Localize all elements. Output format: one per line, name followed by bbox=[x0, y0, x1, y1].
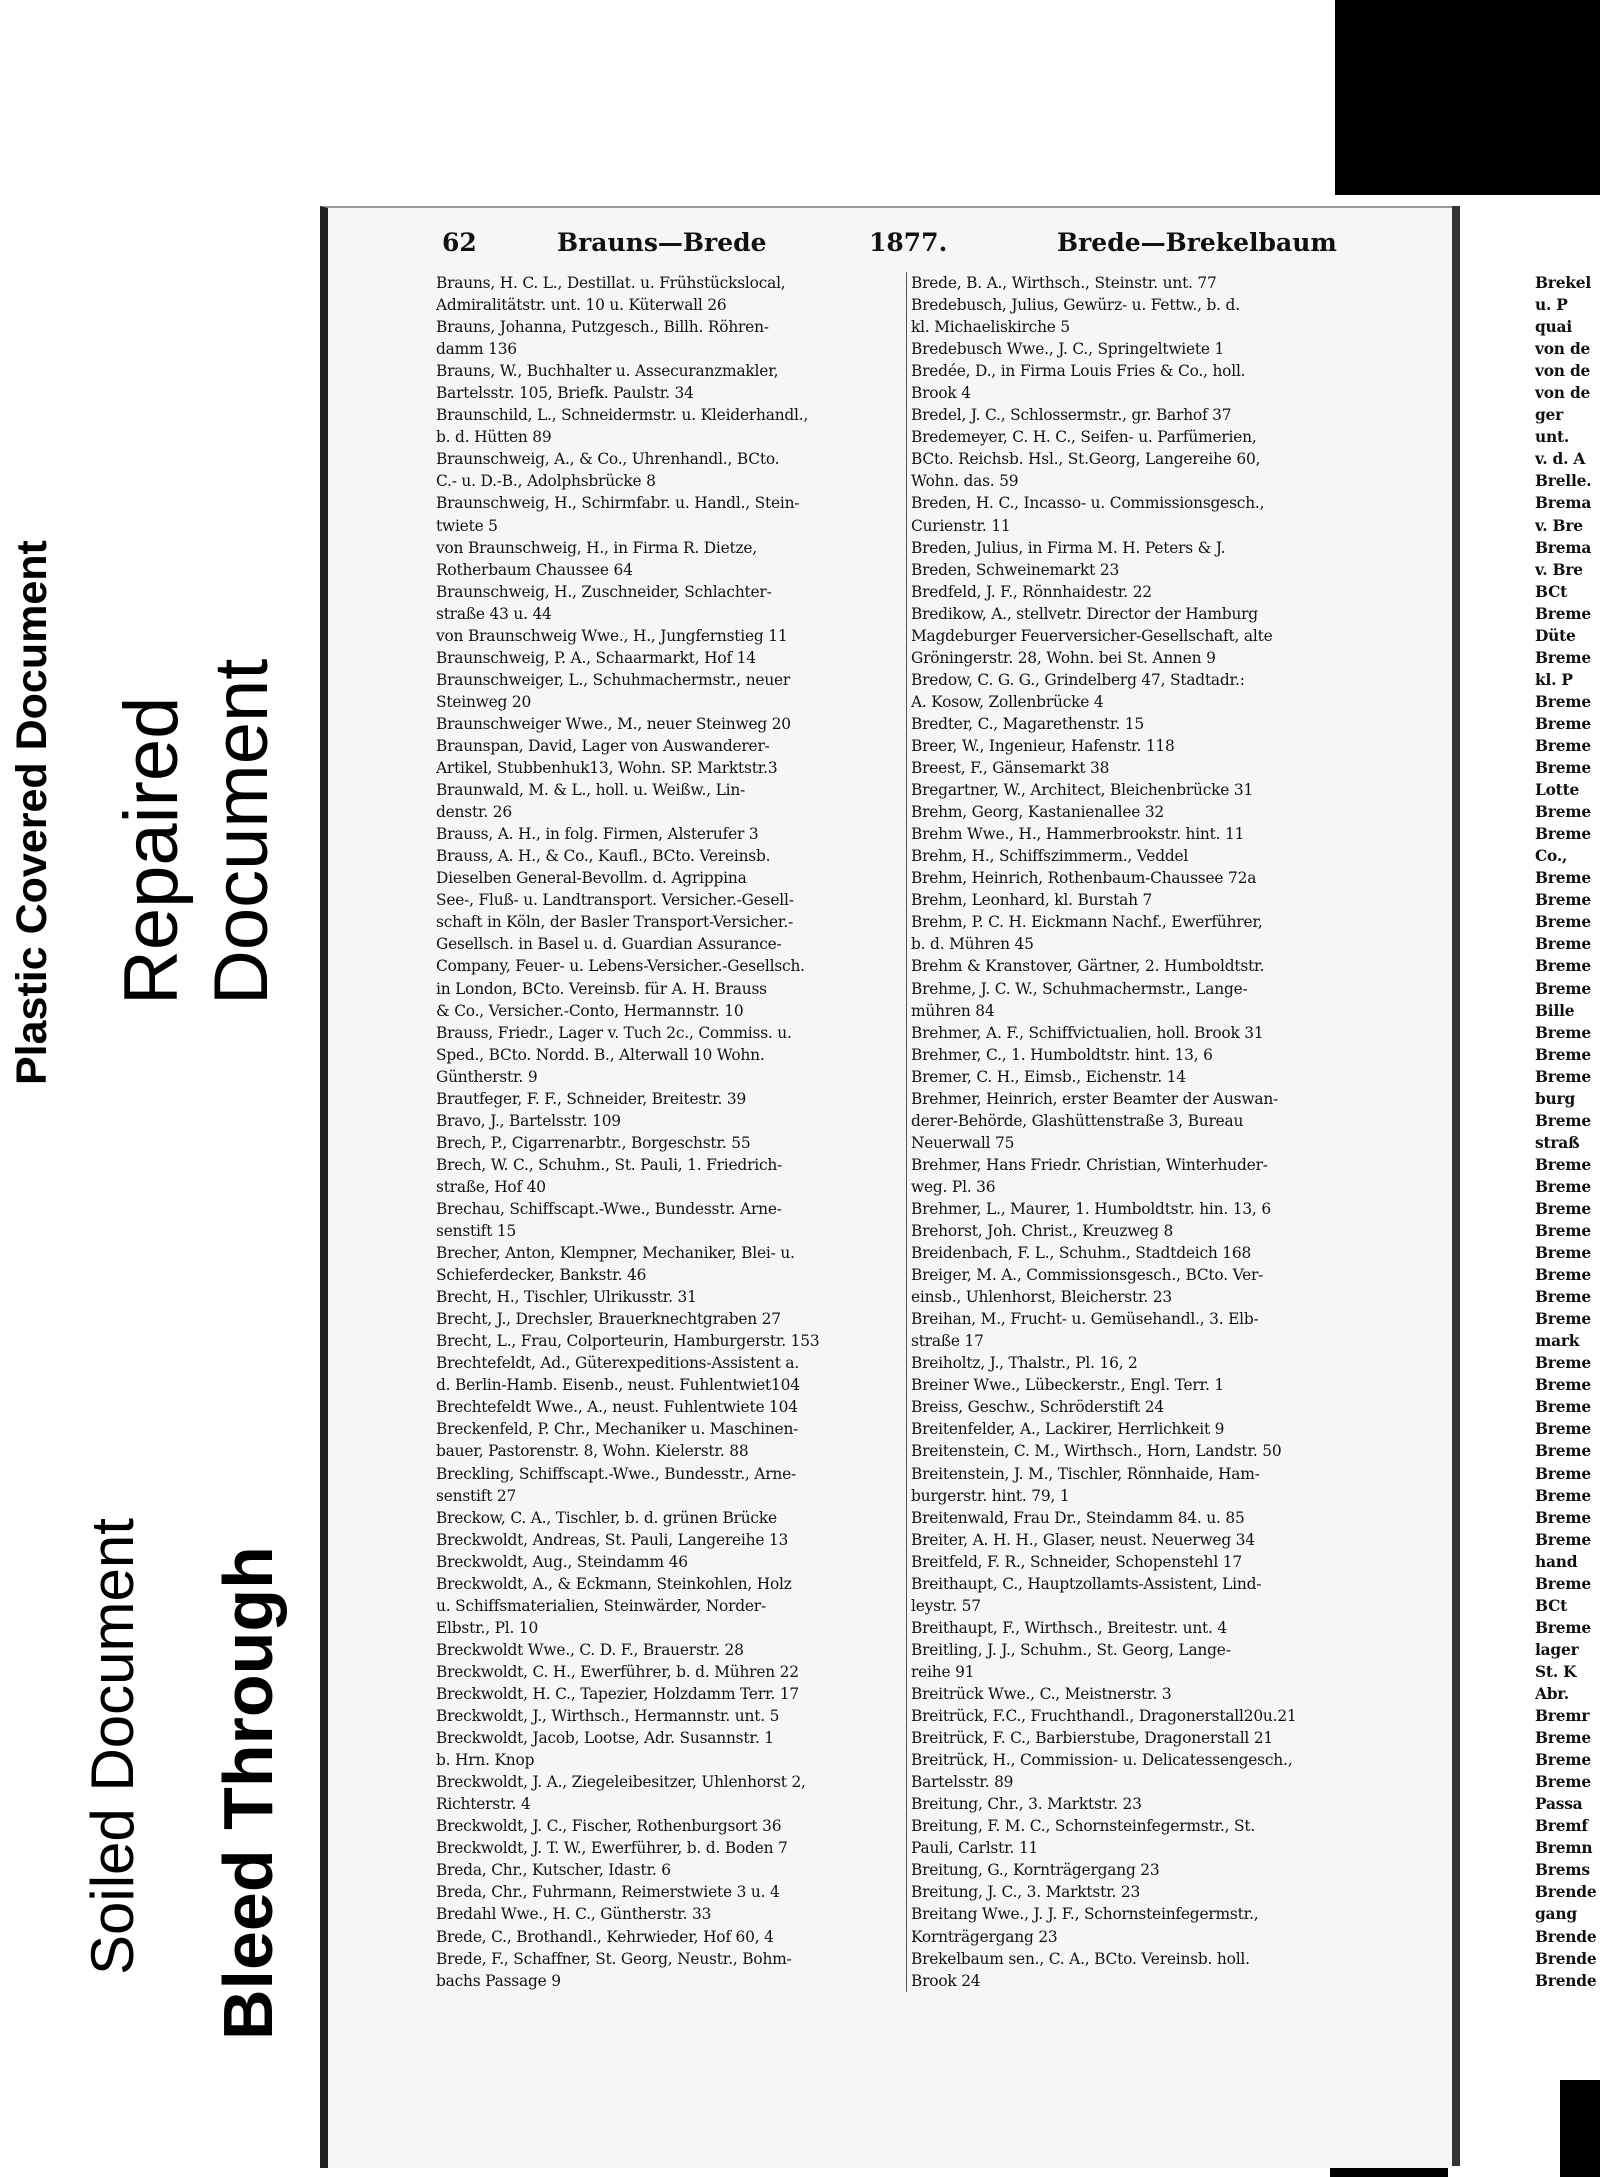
directory-line-fragment: von de bbox=[1535, 340, 1591, 359]
directory-line: Breitrück, H., Commission- u. Delicatessengesch., bbox=[911, 1751, 1293, 1770]
directory-line: Breitenwald, Frau Dr., Steindamm 84. u. 85 bbox=[911, 1508, 1245, 1527]
directory-line-fragment: Breme bbox=[1535, 935, 1591, 954]
directory-line: Breckwoldt, Aug., Steindamm 46 bbox=[436, 1552, 688, 1571]
directory-line-fragment: Breme bbox=[1535, 1486, 1591, 1505]
directory-line: Breckwoldt, Andreas, St. Pauli, Langereihe 13 bbox=[436, 1530, 789, 1549]
directory-line-fragment: Breme bbox=[1535, 825, 1591, 844]
directory-line: Braunschweig, P. A., Schaarmarkt, Hof 14 bbox=[436, 648, 756, 667]
directory-line-fragment: Co., bbox=[1535, 847, 1568, 866]
directory-line: Braunschweiger, L., Schuhmachermstr., neuer bbox=[436, 670, 791, 689]
directory-line-fragment: Breme bbox=[1535, 648, 1591, 667]
directory-line: Bredfeld, J. F., Rönnhaidestr. 22 bbox=[911, 582, 1152, 601]
directory-line-fragment: Passa bbox=[1535, 1795, 1583, 1814]
directory-line: Breithaupt, C., Hauptzollamts-Assistent, Lind- bbox=[911, 1574, 1262, 1593]
plastic-covered-label: Plastic Covered Document bbox=[8, 540, 56, 1085]
directory-line: Breckwoldt, C. H., Ewerführer, b. d. Mühren 22 bbox=[436, 1662, 799, 1681]
directory-line-fragment: Breme bbox=[1535, 1222, 1591, 1241]
directory-line: Bregartner, W., Architect, Bleichenbrücke 31 bbox=[911, 781, 1254, 800]
directory-line: schaft in Köln, der Basler Transport-Versicher.- bbox=[436, 913, 794, 932]
directory-line-fragment: Brende bbox=[1535, 1927, 1597, 1946]
page-number: 62 bbox=[442, 228, 477, 257]
directory-line: senstift 27 bbox=[436, 1486, 517, 1505]
directory-line: Brook 24 bbox=[911, 1971, 981, 1990]
directory-line: Braunschweig, H., Schirmfabr. u. Handl., Stein- bbox=[436, 494, 800, 513]
directory-line: Brehmer, Heinrich, erster Beamter der Auswan- bbox=[911, 1089, 1279, 1108]
directory-line: Breitrück, F.C., Fruchthandl., Dragonerstall20u.21 bbox=[911, 1707, 1297, 1726]
directory-line: Bredahl Wwe., H. C., Güntherstr. 33 bbox=[436, 1905, 712, 1924]
directory-line: Breitenstein, C. M., Wirthsch., Horn, Landstr. 50 bbox=[911, 1442, 1282, 1461]
scan-edge-bottom-right bbox=[1560, 2080, 1600, 2177]
directory-line: Brech, W. C., Schuhm., St. Pauli, 1. Friedrich- bbox=[436, 1155, 783, 1174]
directory-line: Braunwald, M. & L., holl. u. Weißw., Lin- bbox=[436, 781, 746, 800]
directory-line: Steinweg 20 bbox=[436, 692, 532, 711]
page-gutter bbox=[1452, 206, 1460, 2166]
directory-line: Gesellsch. in Basel u. d. Guardian Assurance- bbox=[436, 935, 782, 954]
directory-line: Breden, Schweinemarkt 23 bbox=[911, 560, 1120, 579]
directory-line: Magdeburger Feuerversicher-Gesellschaft, alte bbox=[911, 626, 1273, 645]
directory-line-fragment: Breme bbox=[1535, 692, 1591, 711]
directory-line-fragment: Brelle. bbox=[1535, 472, 1592, 491]
repaired-document-label: Document bbox=[199, 658, 284, 1005]
directory-line: Brede, C., Brothandl., Kehrwieder, Hof 60, 4 bbox=[436, 1927, 774, 1946]
directory-line: C.- u. D.-B., Adolphsbrücke 8 bbox=[436, 472, 656, 491]
directory-line-fragment: Breme bbox=[1535, 1398, 1591, 1417]
directory-line: Brecht, J., Drechsler, Brauerknechtgraben 27 bbox=[436, 1310, 781, 1329]
directory-line: Braunspan, David, Lager von Auswanderer- bbox=[436, 736, 770, 755]
directory-line-fragment: Breme bbox=[1535, 1376, 1591, 1395]
directory-line-fragment: Breme bbox=[1535, 1618, 1591, 1637]
directory-line-fragment: St. K bbox=[1535, 1662, 1577, 1681]
directory-line-fragment: Breme bbox=[1535, 1067, 1591, 1086]
directory-line-fragment: Breme bbox=[1535, 1729, 1591, 1748]
directory-line: Güntherstr. 9 bbox=[436, 1067, 538, 1086]
directory-line: burgerstr. hint. 79, 1 bbox=[911, 1486, 1070, 1505]
directory-line: Brehm, Georg, Kastanienallee 32 bbox=[911, 803, 1165, 822]
directory-line: Brekelbaum sen., C. A., BCto. Vereinsb. holl. bbox=[911, 1949, 1250, 1968]
directory-line: Bredée, D., in Firma Louis Fries & Co., holl. bbox=[911, 362, 1246, 381]
directory-line: Breckwoldt, H. C., Tapezier, Holzdamm Terr. 17 bbox=[436, 1685, 800, 1703]
directory-line: Breckwoldt, A., & Eckmann, Steinkohlen, Holz bbox=[436, 1574, 792, 1593]
directory-line: Braunschweig, A., & Co., Uhrenhandl., BCto. bbox=[436, 450, 780, 469]
directory-line-fragment: Breme bbox=[1535, 1177, 1591, 1196]
directory-line-fragment: Breme bbox=[1535, 604, 1591, 623]
header-left-range: Brauns—Brede bbox=[557, 228, 767, 257]
directory-line: See-, Fluß- u. Landtransport. Versicher.-Gesell- bbox=[436, 891, 794, 910]
directory-line: Brede, F., Schaffner, St. Georg, Neustr., Bohm- bbox=[436, 1949, 792, 1968]
directory-line-fragment: Bremr bbox=[1535, 1707, 1590, 1726]
directory-line: leystr. 57 bbox=[911, 1596, 981, 1615]
directory-line: Breda, Chr., Fuhrmann, Reimerstwiete 3 u. 4 bbox=[436, 1883, 780, 1902]
directory-line: Breitrück, F. C., Barbierstube, Dragonerstall 21 bbox=[911, 1729, 1274, 1748]
directory-line: Breihan, M., Frucht- u. Gemüsehandl., 3. Elb- bbox=[911, 1310, 1259, 1329]
directory-line-fragment: Bille bbox=[1535, 1001, 1575, 1020]
directory-line-fragment: Brekel bbox=[1535, 274, 1592, 292]
directory-line: b. d. Mühren 45 bbox=[911, 935, 1034, 954]
directory-line-fragment: unt. bbox=[1535, 428, 1570, 447]
directory-line: Brehmer, Hans Friedr. Christian, Winterhuder- bbox=[911, 1155, 1268, 1174]
page-header bbox=[437, 228, 1337, 268]
directory-line: Bravo, J., Bartelsstr. 109 bbox=[436, 1111, 621, 1130]
directory-line-fragment: Breme bbox=[1535, 913, 1591, 932]
directory-line-fragment: Lotte bbox=[1535, 781, 1580, 800]
directory-line: Brehm, H., Schiffszimmerm., Veddel bbox=[911, 847, 1189, 866]
directory-line-fragment: burg bbox=[1535, 1089, 1576, 1108]
right-column-fragment bbox=[1535, 272, 1600, 1992]
directory-line: reihe 91 bbox=[911, 1662, 975, 1681]
directory-line-fragment: mark bbox=[1535, 1332, 1580, 1351]
directory-line-fragment: Breme bbox=[1535, 1045, 1591, 1064]
directory-line: Brehmer, L., Maurer, 1. Humboldtstr. hin. 13, 6 bbox=[911, 1199, 1271, 1218]
directory-line-fragment: Breme bbox=[1535, 1199, 1591, 1218]
directory-line: Breckling, Schiffscapt.-Wwe., Bundesstr., Arne- bbox=[436, 1464, 796, 1483]
directory-line: d. Berlin-Hamb. Eisenb., neust. Fuhlentwiet104 bbox=[436, 1376, 800, 1395]
directory-line: Wohn. das. 59 bbox=[911, 472, 1019, 491]
directory-line-fragment: Breme bbox=[1535, 714, 1591, 733]
directory-line-fragment: Breme bbox=[1535, 1442, 1591, 1461]
middle-column bbox=[906, 272, 1381, 1992]
directory-line: Breer, W., Ingenieur, Hafenstr. 118 bbox=[911, 736, 1175, 755]
directory-line-fragment: Brende bbox=[1535, 1971, 1597, 1990]
directory-line: b. Hrn. Knop bbox=[436, 1751, 535, 1770]
directory-line: in London, BCto. Vereinsb. für A. H. Brauss bbox=[436, 979, 767, 998]
directory-line: Brech, P., Cigarrenarbtr., Borgeschstr. 55 bbox=[436, 1133, 751, 1152]
directory-line: Breckenfeld, P. Chr., Mechaniker u. Maschinen- bbox=[436, 1420, 799, 1439]
directory-line-fragment: Breme bbox=[1535, 891, 1591, 910]
directory-line: Artikel, Stubbenhuk13, Wohn. SP. Marktstr.3 bbox=[436, 759, 778, 778]
directory-line: Bredikow, A., stellvetr. Director der Hamburg bbox=[911, 604, 1258, 623]
directory-line: Breitung, J. C., 3. Marktstr. 23 bbox=[911, 1883, 1141, 1902]
directory-line: Breitenfelder, A., Lackirer, Herrlichkeit 9 bbox=[911, 1420, 1225, 1439]
directory-line: Breiger, M. A., Commissionsgesch., BCto. Ver- bbox=[911, 1266, 1264, 1285]
directory-line: Gröningerstr. 28, Wohn. bei St. Annen 9 bbox=[911, 648, 1216, 667]
directory-line-fragment: Abr. bbox=[1535, 1685, 1569, 1703]
soiled-document-label: Soiled Document bbox=[79, 1518, 146, 1975]
directory-line: Breithaupt, F., Wirthsch., Breitestr. unt. 4 bbox=[911, 1618, 1228, 1637]
directory-line: Breitfeld, F. R., Schneider, Schopenstehl 17 bbox=[911, 1552, 1242, 1571]
directory-line-fragment: Brema bbox=[1535, 538, 1592, 557]
directory-line: Bredter, C., Magarethenstr. 15 bbox=[911, 714, 1144, 733]
directory-line: bauer, Pastorenstr. 8, Wohn. Kielerstr. 88 bbox=[436, 1442, 749, 1461]
directory-line: Brehm Wwe., H., Hammerbrookstr. hint. 11 bbox=[911, 825, 1245, 844]
directory-line: Dieselben General-Bevollm. d. Agrippina bbox=[436, 869, 747, 888]
directory-line: Brehmer, A. F., Schiffvictualien, holl. Brook 31 bbox=[911, 1023, 1264, 1042]
directory-line: Kornträgergang 23 bbox=[911, 1927, 1058, 1946]
directory-line-fragment: Breme bbox=[1535, 1023, 1591, 1042]
directory-line: straße 43 u. 44 bbox=[436, 604, 552, 623]
directory-line: Richterstr. 4 bbox=[436, 1795, 531, 1814]
directory-line: straße, Hof 40 bbox=[436, 1177, 546, 1196]
directory-line-fragment: Brema bbox=[1535, 494, 1592, 513]
directory-line: Brechtefeldt, Ad., Güterexpeditions-Assistent a. bbox=[436, 1354, 800, 1373]
directory-line: Bredemeyer, C. H. C., Seifen- u. Parfümerien, bbox=[911, 428, 1257, 447]
repaired-label: Repaired bbox=[109, 696, 194, 1005]
directory-line: Brecht, H., Tischler, Ulrikusstr. 31 bbox=[436, 1288, 697, 1307]
directory-line: Sped., BCto. Nordd. B., Alterwall 10 Wohn. bbox=[436, 1045, 765, 1064]
directory-line-fragment: Brende bbox=[1535, 1949, 1597, 1968]
directory-line-fragment: Breme bbox=[1535, 1751, 1591, 1770]
directory-line: Breiner Wwe., Lübeckerstr., Engl. Terr. 1 bbox=[911, 1376, 1224, 1395]
directory-line: Brauns, H. C. L., Destillat. u. Frühstückslocal, bbox=[436, 274, 786, 292]
directory-line: kl. Michaeliskirche 5 bbox=[911, 318, 1071, 337]
directory-line: Breitung, G., Kornträgergang 23 bbox=[911, 1861, 1160, 1880]
directory-line-fragment: Bremn bbox=[1535, 1839, 1593, 1858]
directory-line: Breden, Julius, in Firma M. H. Peters & J. bbox=[911, 538, 1226, 557]
directory-line-fragment: Breme bbox=[1535, 1310, 1591, 1329]
directory-line-fragment: Brende bbox=[1535, 1883, 1597, 1902]
directory-line-fragment: Breme bbox=[1535, 1288, 1591, 1307]
directory-line-fragment: Breme bbox=[1535, 1111, 1591, 1130]
directory-line: Brautfeger, F. F., Schneider, Breitestr. 39 bbox=[436, 1089, 747, 1108]
directory-line: Brecher, Anton, Klempner, Mechaniker, Blei- u. bbox=[436, 1244, 795, 1263]
directory-line: Curienstr. 11 bbox=[911, 516, 1011, 535]
directory-line: Breckwoldt Wwe., C. D. F., Brauerstr. 28 bbox=[436, 1640, 744, 1659]
directory-line: Breitung, Chr., 3. Marktstr. 23 bbox=[911, 1795, 1142, 1814]
directory-line: Breiter, A. H. H., Glaser, neust. Neuerweg 34 bbox=[911, 1530, 1255, 1549]
directory-line-fragment: Breme bbox=[1535, 1508, 1591, 1527]
directory-line: Braunschild, L., Schneidermstr. u. Kleiderhandl., bbox=[436, 406, 809, 425]
directory-line-fragment: von de bbox=[1535, 362, 1591, 381]
directory-line: Neuerwall 75 bbox=[911, 1133, 1015, 1152]
directory-line: Braunschweig, H., Zuschneider, Schlachter- bbox=[436, 582, 772, 601]
directory-line-fragment: Brems bbox=[1535, 1861, 1590, 1880]
directory-line: Breest, F., Gänsemarkt 38 bbox=[911, 759, 1110, 778]
directory-line: Bredel, J. C., Schlossermstr., gr. Barhof 37 bbox=[911, 406, 1232, 425]
directory-line: Breden, H. C., Incasso- u. Commissionsgesch., bbox=[911, 494, 1265, 513]
directory-line-fragment: Breme bbox=[1535, 803, 1591, 822]
directory-line: Breckwoldt, Jacob, Lootse, Adr. Susannstr. 1 bbox=[436, 1729, 774, 1748]
directory-line: Breitang Wwe., J. J. F., Schornsteinfegermstr., bbox=[911, 1905, 1259, 1924]
directory-line: Brede, B. A., Wirthsch., Steinstr. unt. 77 bbox=[911, 274, 1217, 292]
directory-line: Breitung, F. M. C., Schornsteinfegermstr., St. bbox=[911, 1817, 1256, 1836]
directory-line: Breckwoldt, J. A., Ziegeleibesitzer, Uhlenhorst 2, bbox=[436, 1773, 806, 1792]
directory-line-fragment: straß bbox=[1535, 1133, 1580, 1152]
directory-line-fragment: kl. P bbox=[1535, 670, 1573, 689]
directory-line: Company, Feuer- u. Lebens-Versicher.-Gesellsch. bbox=[436, 957, 805, 976]
directory-line-fragment: u. P bbox=[1535, 296, 1568, 315]
directory-line: Elbstr., Pl. 10 bbox=[436, 1618, 539, 1637]
directory-line-fragment: Breme bbox=[1535, 1354, 1591, 1373]
directory-line: Brechau, Schiffscapt.-Wwe., Bundesstr. Arne- bbox=[436, 1199, 782, 1218]
directory-line: Braunschweiger Wwe., M., neuer Steinweg 20 bbox=[436, 714, 791, 733]
directory-line: Breckwoldt, J. C., Fischer, Rothenburgsort 36 bbox=[436, 1817, 782, 1836]
directory-line: u. Schiffsmaterialien, Steinwärder, Norder- bbox=[436, 1596, 766, 1615]
directory-line: b. d. Hütten 89 bbox=[436, 428, 552, 447]
directory-line-fragment: Breme bbox=[1535, 1266, 1591, 1285]
directory-line: Brook 4 bbox=[911, 384, 971, 403]
directory-line: Brauns, W., Buchhalter u. Assecuranzmakler, bbox=[436, 362, 779, 381]
directory-line: Breidenbach, F. L., Schuhm., Stadtdeich 168 bbox=[911, 1244, 1252, 1263]
directory-line-fragment: ger bbox=[1535, 406, 1564, 425]
bleed-through-label: Bleed Through bbox=[209, 1546, 287, 2040]
directory-line: Bredebusch Wwe., J. C., Springeltwiete 1 bbox=[911, 340, 1225, 359]
directory-line: Breiss, Geschw., Schröderstift 24 bbox=[911, 1398, 1164, 1417]
directory-line: Breiholtz, J., Thalstr., Pl. 16, 2 bbox=[911, 1354, 1138, 1373]
directory-line: Breitenstein, J. M., Tischler, Rönnhaide, Ham- bbox=[911, 1464, 1260, 1483]
directory-line-fragment: Düte bbox=[1535, 626, 1576, 645]
directory-line: BCto. Reichsb. Hsl., St.Georg, Langereihe 60, bbox=[911, 450, 1261, 469]
directory-line: bachs Passage 9 bbox=[436, 1971, 561, 1990]
directory-line-fragment: BCt bbox=[1535, 1596, 1568, 1615]
directory-line: mühren 84 bbox=[911, 1001, 995, 1020]
directory-line: Brauss, A. H., in folg. Firmen, Alsterufer 3 bbox=[436, 825, 759, 844]
directory-line: Bredow, C. G. G., Grindelberg 47, Stadtadr.: bbox=[911, 670, 1245, 689]
directory-line-fragment: Breme bbox=[1535, 1420, 1591, 1439]
directory-line-fragment: lager bbox=[1535, 1640, 1579, 1659]
directory-line-fragment: v. Bre bbox=[1535, 516, 1583, 535]
directory-line: Brecht, L., Frau, Colporteurin, Hamburgerstr. 153 bbox=[436, 1332, 820, 1351]
directory-line-fragment: Breme bbox=[1535, 1464, 1591, 1483]
directory-line: Brehm & Kranstover, Gärtner, 2. Humboldtstr. bbox=[911, 957, 1265, 976]
directory-line: Brehorst, Joh. Christ., Kreuzweg 8 bbox=[911, 1222, 1174, 1241]
directory-line: Schieferdecker, Bankstr. 46 bbox=[436, 1266, 647, 1285]
directory-line: Pauli, Carlstr. 11 bbox=[911, 1839, 1039, 1858]
directory-line: Brechtefeldt Wwe., A., neust. Fuhlentwiete 104 bbox=[436, 1398, 798, 1417]
directory-line: weg. Pl. 36 bbox=[911, 1177, 996, 1196]
directory-line-fragment: v. d. A bbox=[1535, 450, 1586, 469]
directory-line-fragment: Breme bbox=[1535, 736, 1591, 755]
directory-line: von Braunschweig, H., in Firma R. Dietze, bbox=[436, 538, 757, 557]
directory-line: damm 136 bbox=[436, 340, 517, 359]
directory-line: einsb., Uhlenhorst, Bleicherstr. 23 bbox=[911, 1288, 1172, 1307]
directory-line: twiete 5 bbox=[436, 516, 498, 535]
directory-line: Brauss, Friedr., Lager v. Tuch 2c., Commiss. u. bbox=[436, 1023, 792, 1042]
directory-line-fragment: hand bbox=[1535, 1552, 1578, 1571]
directory-line-fragment: Breme bbox=[1535, 869, 1591, 888]
directory-line: & Co., Versicher.-Conto, Hermannstr. 10 bbox=[436, 1001, 744, 1020]
directory-line: A. Kosow, Zollenbrücke 4 bbox=[911, 692, 1104, 711]
header-right-range: Brede—Brekelbaum bbox=[1057, 228, 1337, 257]
directory-line-fragment: BCt bbox=[1535, 582, 1568, 601]
directory-line-fragment: v. Bre bbox=[1535, 560, 1583, 579]
directory-line-fragment: Breme bbox=[1535, 957, 1591, 976]
directory-line: straße 17 bbox=[911, 1332, 984, 1351]
directory-line: denstr. 26 bbox=[436, 803, 512, 822]
directory-line: Brauss, A. H., & Co., Kaufl., BCto. Vereinsb. bbox=[436, 847, 771, 866]
directory-line: Rotherbaum Chaussee 64 bbox=[436, 560, 633, 579]
left-column bbox=[436, 272, 906, 1992]
directory-line-fragment: Breme bbox=[1535, 1530, 1591, 1549]
directory-line: Brehme, J. C. W., Schuhmachermstr., Lange- bbox=[911, 979, 1248, 998]
directory-line: Breitling, J. J., Schuhm., St. Georg, Lange- bbox=[911, 1640, 1231, 1659]
header-year: 1877. bbox=[869, 228, 948, 257]
directory-line: Brehmer, C., 1. Humboldtstr. hint. 13, 6 bbox=[911, 1045, 1213, 1064]
directory-line: Admiralitätstr. unt. 10 u. Küterwall 26 bbox=[436, 296, 727, 315]
directory-line-fragment: Breme bbox=[1535, 979, 1591, 998]
directory-line: Brehm, P. C. H. Eickmann Nachf., Ewerführer, bbox=[911, 913, 1263, 932]
directory-line: Breitrück Wwe., C., Meistnerstr. 3 bbox=[911, 1685, 1172, 1703]
directory-line: Breda, Chr., Kutscher, Idastr. 6 bbox=[436, 1861, 671, 1880]
directory-line-fragment: gang bbox=[1535, 1905, 1577, 1924]
scan-edge-top-right bbox=[1335, 0, 1600, 195]
directory-line-fragment: quai bbox=[1535, 318, 1572, 337]
directory-line: Bredebusch, Julius, Gewürz- u. Fettw., b. d. bbox=[911, 296, 1240, 315]
directory-line-fragment: Breme bbox=[1535, 1574, 1591, 1593]
directory-line: Brehm, Heinrich, Rothenbaum-Chaussee 72a bbox=[911, 869, 1257, 888]
directory-line: Bartelsstr. 105, Briefk. Paulstr. 34 bbox=[436, 384, 694, 403]
directory-line: senstift 15 bbox=[436, 1222, 517, 1241]
directory-line: Breckow, C. A., Tischler, b. d. grünen Brücke bbox=[436, 1508, 777, 1527]
directory-line: von Braunschweig Wwe., H., Jungfernstieg 11 bbox=[436, 626, 788, 645]
directory-line: Bremer, C. H., Eimsb., Eichenstr. 14 bbox=[911, 1067, 1186, 1086]
directory-line-fragment: Breme bbox=[1535, 1244, 1591, 1263]
directory-line-fragment: von de bbox=[1535, 384, 1591, 403]
directory-line: Bartelsstr. 89 bbox=[911, 1773, 1014, 1792]
directory-line-fragment: Breme bbox=[1535, 759, 1591, 778]
directory-line: Breckwoldt, J. T. W., Ewerführer, b. d. Boden 7 bbox=[436, 1839, 788, 1858]
directory-line: Brauns, Johanna, Putzgesch., Billh. Röhren- bbox=[436, 318, 769, 337]
directory-line: Brehm, Leonhard, kl. Burstah 7 bbox=[911, 891, 1153, 910]
directory-line-fragment: Breme bbox=[1535, 1773, 1591, 1792]
directory-line: derer-Behörde, Glashüttenstraße 3, Bureau bbox=[911, 1111, 1244, 1130]
directory-line-fragment: Bremf bbox=[1535, 1817, 1588, 1836]
directory-line: Breckwoldt, J., Wirthsch., Hermannstr. unt. 5 bbox=[436, 1707, 780, 1726]
directory-line-fragment: Breme bbox=[1535, 1155, 1591, 1174]
